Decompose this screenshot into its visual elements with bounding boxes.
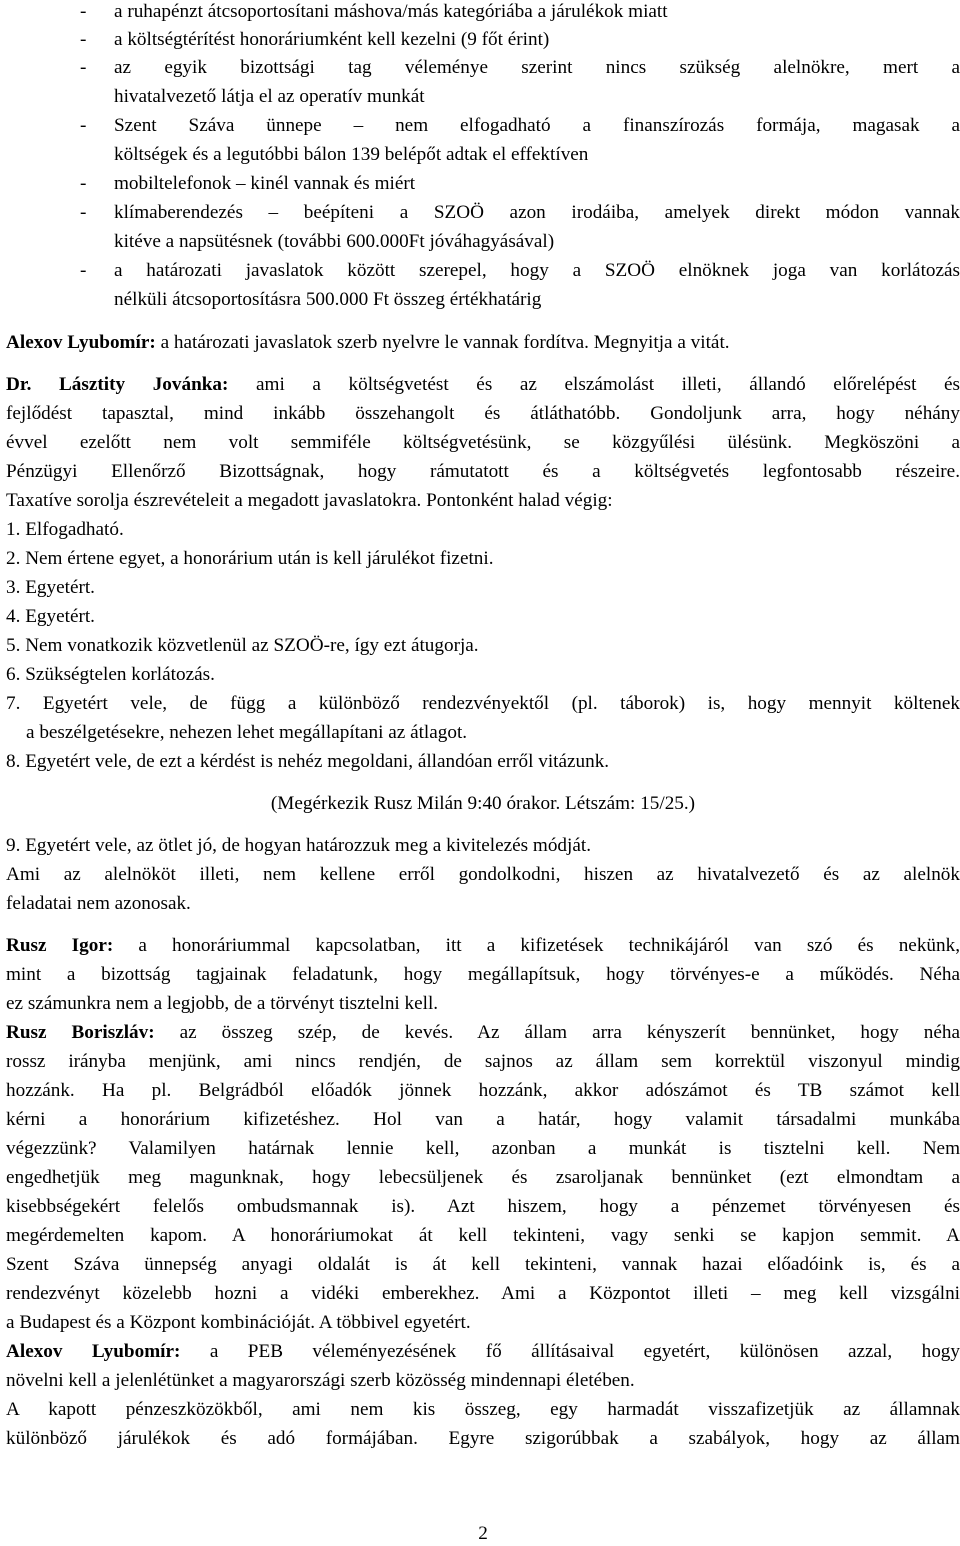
paragraph-line: Szent Száva ünnepség anyagi oldalát is át kell tekinteni, vannak hazai előadóink is, és a bbox=[6, 1254, 960, 1275]
bullet-text: nélküli átcsoportosításra 500.000 Ft összeg értékhatárig bbox=[114, 289, 542, 310]
paragraph-line: Rusz Igor: a honoráriummal kapcsolatban, itt a kifizetések technikájáról van szó és nekünk, bbox=[6, 935, 960, 956]
list-item: 4. Egyetért. bbox=[6, 606, 95, 627]
bullet-text: költségek és a legutóbbi bálon 139 belépőt adtak el effektíven bbox=[114, 144, 589, 165]
paragraph-line: évvel ezelőtt nem volt semmiféle költségvetésünk, se közgyűlési ülésünk. Megköszöni a bbox=[6, 432, 960, 453]
paragraph-line: Dr. Lásztity Jovánka: ami a költségvetést és az elszámolást illeti, állandó előrelépést és bbox=[6, 374, 960, 395]
list-item-continuation: a beszélgetésekre, nehezen lehet megállapítani az átlagot. bbox=[26, 722, 468, 743]
paragraph-line: Rusz Boriszláv: az összeg szép, de kevés. Az állam arra kényszerít bennünket, hogy néha bbox=[6, 1022, 960, 1043]
paragraph-line: rossz irányba menjünk, ami nincs rendjén, de sajnos az állam sem korrektül viszonyul mindig bbox=[6, 1051, 960, 1072]
paragraph-line: A kapott pénzeszközökből, ami nem kis összeg, egy harmadát visszafizetjük az államnak bbox=[6, 1399, 960, 1420]
paragraph-line: fejlődést tapasztal, mind inkább összehangolt és átláthatóbb. Gondoljunk arra, hogy néhány bbox=[6, 403, 960, 424]
list-item: 7. Egyetért vele, de függ a különböző rendezvényektől (pl. táborok) is, hogy mennyit költenek bbox=[6, 693, 960, 714]
bullet-text: klímaberendezés – beépíteni a SZOÖ azon irodáiba, amelyek direkt módon vannak bbox=[114, 202, 960, 223]
paragraph-line: feladatai nem azonosak. bbox=[6, 893, 191, 914]
bullet-dash: - bbox=[80, 1, 87, 22]
list-item: 3. Egyetért. bbox=[6, 577, 95, 598]
list-item: 9. Egyetért vele, az ötlet jó, de hogyan határozzuk meg a kivitelezés módját. bbox=[6, 835, 591, 856]
paragraph-line: növelni kell a jelenlétünket a magyarországi szerb közösség mindennapi életében. bbox=[6, 1370, 635, 1391]
paragraph-line: végezzünk? Valamilyen határnak lennie kell, azonban a munkát is tisztelni kell. Nem bbox=[6, 1138, 960, 1159]
speaker-name: Alexov Lyubomír: bbox=[6, 332, 156, 353]
bullet-text: hivatalvezető látja el az operatív munkát bbox=[114, 86, 425, 107]
speaker-name: Rusz Boriszláv: bbox=[6, 1022, 155, 1043]
list-item: 2. Nem értene egyet, a honorárium után is kell járulékot fizetni. bbox=[6, 548, 494, 569]
bullet-text: Szent Száva ünnepe – nem elfogadható a finanszírozás formája, magasak a bbox=[114, 115, 960, 136]
paragraph-line: mint a bizottság tagjainak feladatunk, hogy megállapítsuk, hogy törvényes-e a működés. Néha bbox=[6, 964, 960, 985]
paragraph-line: Alexov Lyubomír: a PEB véleményezésének fő állításaival egyetért, különösen azzal, hogy bbox=[6, 1341, 960, 1362]
bullet-dash: - bbox=[80, 260, 87, 281]
paragraph-text: a határozati javaslatok szerb nyelvre le vannak fordítva. Megnyitja a vitát. bbox=[155, 332, 730, 353]
paragraph-alexov-1 bbox=[6, 331, 730, 355]
paragraph-line: Ami az alelnököt illeti, nem kellene erről gondolkodni, hiszen az hivatalvezető és az alelnök bbox=[6, 864, 960, 885]
bullet-dash: - bbox=[80, 115, 87, 136]
list-item: 5. Nem vonatkozik közvetlenül az SZOÖ-re, így ezt átugorja. bbox=[6, 635, 479, 656]
bullet-text: az egyik bizottsági tag véleménye szerint nincs szükség alelnökre, mert a bbox=[114, 57, 960, 78]
bullet-dash: - bbox=[80, 29, 87, 50]
paragraph-line: Taxatíve sorolja észrevételeit a megadott javaslatokra. Pontonként halad végig: bbox=[6, 490, 613, 511]
bullet-text: kitéve a napsütésnek (további 600.000Ft jóváhagyásával) bbox=[114, 231, 555, 252]
list-item: 8. Egyetért vele, de ezt a kérdést is nehéz megoldani, állandóan erről vitázunk. bbox=[6, 751, 610, 772]
bullet-text: mobiltelefonok – kinél vannak és miért bbox=[114, 173, 416, 194]
bullet-dash: - bbox=[80, 57, 87, 78]
speaker-name: Dr. Lásztity Jovánka: bbox=[6, 374, 229, 395]
list-item: 1. Elfogadható. bbox=[6, 519, 124, 540]
paragraph-line: kérni a honorárium kifizetéshez. Hol van a határ, hogy valamit társadalmi munkába bbox=[6, 1109, 960, 1130]
bullet-text: a határozati javaslatok között szerepel, hogy a SZOÖ elnöknek joga van korlátozás bbox=[114, 260, 960, 281]
paragraph-line: a Budapest és a Központ kombinációját. A többivel egyetért. bbox=[6, 1312, 471, 1333]
speaker-name: Rusz Igor: bbox=[6, 935, 114, 956]
bullet-text: a költségtérítést honoráriumként kell kezelni (9 főt érint) bbox=[114, 29, 550, 50]
speaker-name: Alexov Lyubomír: bbox=[6, 1341, 181, 1362]
bullet-text: a ruhapénzt átcsoportosítani máshova/más kategóriába a járulékok miatt bbox=[114, 1, 668, 22]
bullet-dash: - bbox=[80, 202, 87, 223]
paragraph-line: különböző járulékok és adó formájában. Egyre szigorúbbak a szabályok, hogy az állam bbox=[6, 1428, 960, 1449]
paragraph-line: engedhetjük meg magunknak, hogy lebecsüljenek és zsaroljanak bennünket (ezt elmondtam a bbox=[6, 1167, 960, 1188]
paragraph-line: megérdemelten kapom. A honoráriumokat át kell tekinteni, vagy senki se kapjon semmit. A bbox=[6, 1225, 960, 1246]
paragraph-line: ez számunkra nem a legjobb, de a törvényt tisztelni kell. bbox=[6, 993, 439, 1014]
paragraph-line: hozzánk. Ha pl. Belgrádból előadók jönnek hozzánk, akkor adószámot és TB számot kell bbox=[6, 1080, 960, 1101]
bullet-dash: - bbox=[80, 173, 87, 194]
paragraph-line: kisebbségekért felelős ombudsmannak is). Azt hiszem, hogy a pénzemet törvényesen és bbox=[6, 1196, 960, 1217]
paragraph-line: Pénzügyi Ellenőrző Bizottságnak, hogy rámutatott és a költségvetés legfontosabb részeire. bbox=[6, 461, 960, 482]
page-number: 2 bbox=[478, 1523, 488, 1544]
arrival-note: (Megérkezik Rusz Milán 9:40 órakor. Létszám: 15/25.) bbox=[270, 793, 696, 814]
paragraph-line: rendezvényt közelebb hozni a vidéki emberekhez. Ami a Központot illeti – meg kell vizsgálni bbox=[6, 1283, 960, 1304]
list-item: 6. Szükségtelen korlátozás. bbox=[6, 664, 215, 685]
